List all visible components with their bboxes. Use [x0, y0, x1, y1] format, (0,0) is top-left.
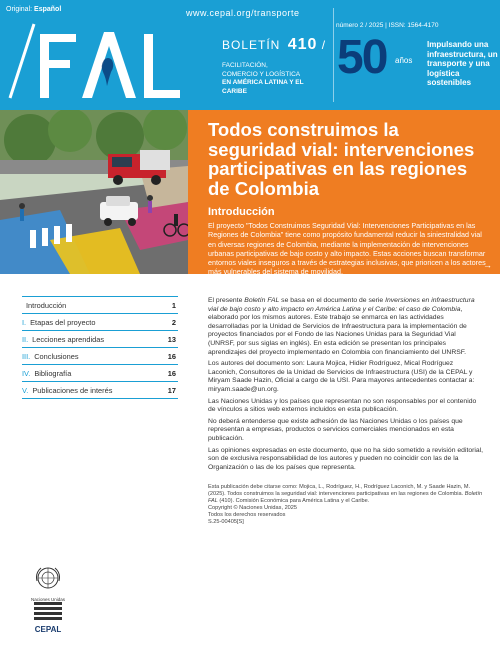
cepal-label: CEPAL: [34, 625, 62, 634]
intro-heading: Introducción: [208, 206, 275, 218]
anniversary-number: 50: [337, 31, 387, 84]
table-of-contents: [22, 296, 178, 399]
header-divider: [333, 8, 334, 102]
disclaimer-paragraph: No deberá entenderse que existe adhesión de las Naciones Unidas o los países que representan a empresas, productos o servicios comerciales mencionados en esta publicación.: [208, 417, 463, 442]
street-illustration: [0, 110, 188, 274]
citation-text: Esta publicación debe citarse como: Mojica, L., Rodríguez, H., Rodríguez Laconich, M. y Saade Hazin, M. (2025). Todos construimos la seguridad vial: intervenciones participativas en las regiones de Colombia. Boletín FAL (410). Comisión Económica para América Latina y el Caribe.: [208, 484, 483, 504]
intro-text: El proyecto "Todos Construimos Seguridad Vial: Intervenciones Participativas en las Regiones de Colombia" tiene como propósito fundamental reducir la siniestralidad vial en diversas regiones de Colombia, mediante la implementación de intervenciones urbanas participativas de bajo costo y alto impacto. Estas acciones buscan transformar entornos viales inseguros a través de estrategias inclusivas, que prioricen a los actores más vulnerables del sistema de movilidad,: [208, 221, 486, 277]
toc-item[interactable]: II. Lecciones aprendidas 13: [22, 331, 178, 348]
copyright-text: Copyright © Naciones Unidas, 2025: [208, 505, 298, 511]
disclaimer-paragraph: Las opiniones expresadas en este documento, que no ha sido sometido a revisión editorial, son de exclusiva responsabilidad de los autores y pueden no coincidir con las de la Organización o las de los países que representa.: [208, 446, 484, 471]
toc-item[interactable]: IV. Bibliografía 16: [22, 365, 178, 382]
cepal-logo-icon: [28, 598, 68, 638]
original-language: Original: Español: [6, 6, 62, 13]
anniversary-tagline: Impulsando una infraestructura, un transporte y una logística sostenibles: [427, 40, 498, 87]
rights-text: Todos los derechos reservados: [208, 512, 286, 518]
authors-paragraph: Los autores del documento son: Laura Mojica, Hidier Rodríguez, Mical Rodríguez Laconich, Consultores de la Unidad de Servicios de Infraestructura (USI) de la CEPAL y Miryam Saade Hazin, Oficial a cargo de la USI. Para mayores antecedentes contactar a: miryam.saade@un.org.: [208, 360, 475, 393]
toc-item[interactable]: I. Etapas del proyecto 2: [22, 314, 178, 331]
bulletin-number: BOLETÍN 410 /: [222, 36, 327, 53]
article-title: Todos construimos la seguridad vial: intervenciones participativas en las regiones de Colombia: [208, 119, 475, 199]
anniversary-badge: [337, 31, 498, 106]
website-url: www.cepal.org/transporte: [186, 8, 300, 18]
hero-text-panel: [188, 110, 500, 277]
toc-item[interactable]: III. Conclusiones 16: [22, 348, 178, 365]
disclaimer-paragraph: Las Naciones Unidas y los países que representan no son responsables por el contenido de vínculos a sitios web externos incluidos en esta publicación.: [208, 397, 477, 414]
un-emblem-icon: [35, 565, 61, 591]
main-body-text: [208, 297, 484, 475]
un-label: Naciones Unidas: [30, 597, 66, 602]
un-logo: [24, 565, 72, 602]
body-paragraph: El presente Boletín FAL se basa en el documento de serie Inversiones en infraestructura vial de bajo costo y alto impacto en América Latina y el Caribe: el caso de Colombia, elaborado por los mismos autores. Este trabajo se enmarca en las actividades desarrolladas por la Unidad de Servicios de Infraestructura para la implementación de proyectos financiados por el Fondo de las Naciones Unidas para la Seguridad Vial (UNRSF, por sus siglas en inglés). En esta edición se presentan los principales aprendizajes del proyecto implementado en Colombia con financiamiento del UNRSF.: [208, 297, 475, 356]
issn: número 2 / 2025 | ISSN: 1564-4170: [336, 22, 439, 29]
arrow-right-icon: →: [483, 260, 492, 270]
toc-item[interactable]: V. Publicaciones de interés 17: [22, 382, 178, 399]
header-banner: [0, 0, 500, 110]
document-code: S.25-00405[S]: [208, 519, 244, 525]
citation-block: [208, 484, 484, 526]
fal-logo: [4, 20, 184, 108]
toc-item[interactable]: Introducción 1: [22, 297, 178, 314]
hero-section: [0, 110, 500, 277]
anniversary-word: años: [395, 56, 413, 65]
series-name: FACILITACIÓN, COMERCIO Y LOGÍSTICA EN AMÉRICA LATINA Y EL CARIBE: [222, 62, 304, 95]
